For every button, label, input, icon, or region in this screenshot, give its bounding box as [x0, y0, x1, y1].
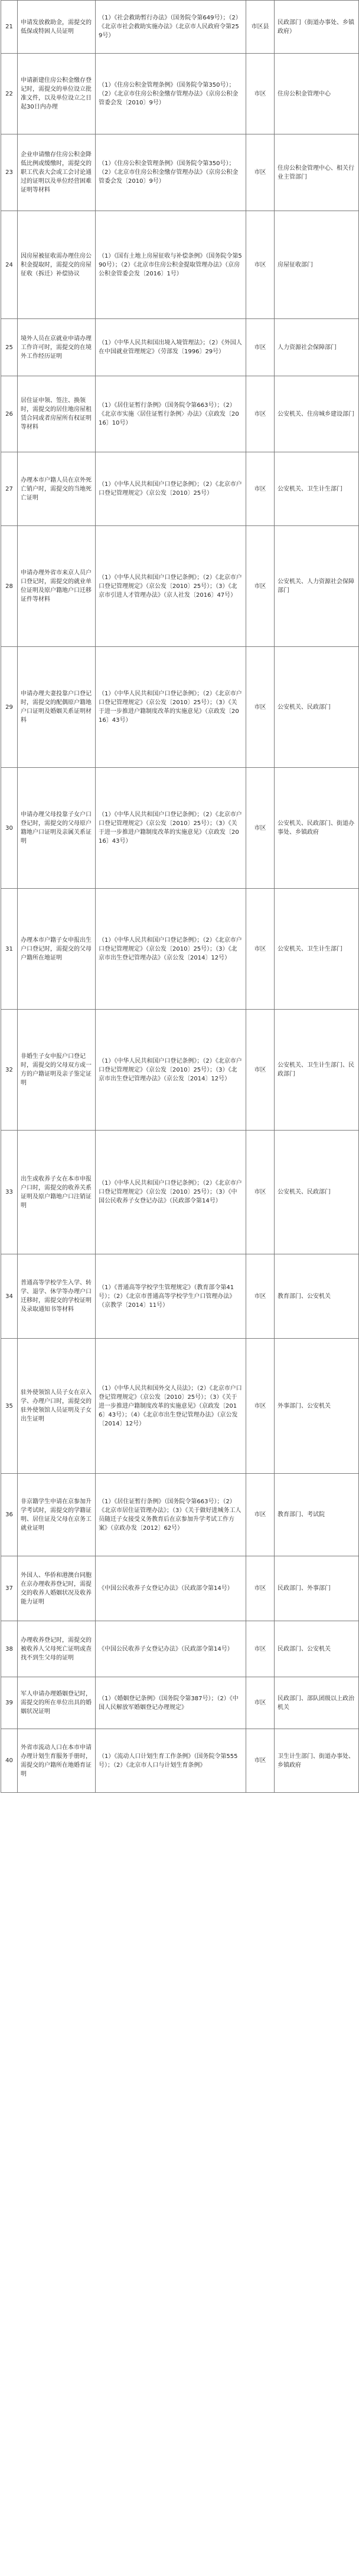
item-description: 办理本市户籍子女申报出生户口登记时，需提交的父母户籍所在地证明 — [18, 889, 96, 1010]
legal-basis — [96, 1, 246, 54]
legal-basis-line: 《中国公民收养子女登记办法》（民政部令第14号） — [99, 1585, 233, 1592]
item-description: 非婚生子女申报户口登记时，需提交的父母双方或一方的户籍证明及亲子鉴定证明 — [18, 1010, 96, 1131]
legal-basis-line: （1）《中华人民共和国外交人员法》；（2）《北京市户口登记管理规定》（京公发〔2010〕25号）；（3）《关于进一步推进户籍制度改革的实施意见》（京政发〔2016〕43号）；（4）《北京市出生登记管理办法》（京公发〔2014〕12号） — [99, 1385, 242, 1427]
legal-basis-line: （1）《普通高等学校学生管理规定》（教育部令第41号）；（2）《北京市普通高等学校学生户口管理办法》（京教学〔2014〕11号） — [99, 1284, 236, 1309]
item-description: 申请新建住房公积金缴存登记时，需提交的单位设立批准文件，以及单位设立之日起30日内办理 — [18, 54, 96, 134]
table-row — [1, 54, 359, 134]
legal-basis — [96, 211, 246, 319]
row-number: 24 — [1, 211, 18, 319]
responsible-department: 卫生计生部门、街道办事处、乡镇政府 — [275, 1729, 359, 1793]
government-level: 市区县 — [246, 1, 275, 54]
government-level: 市区 — [246, 134, 275, 211]
row-number: 21 — [1, 1, 18, 54]
legal-basis — [96, 134, 246, 211]
legal-basis — [96, 768, 246, 889]
row-number: 37 — [1, 1556, 18, 1621]
legal-basis-line: （1）《中华人民共和国户口登记条例》；（2）《北京市户口登记管理规定》（京公发〔2010〕25号）；（3）《北京市出生登记管理办法》（京公发〔2014〕12号） — [99, 937, 242, 961]
table-row — [1, 376, 359, 452]
government-level: 市区 — [246, 1621, 275, 1677]
responsible-department: 房屋征收部门 — [275, 211, 359, 319]
legal-basis — [96, 1010, 246, 1131]
legal-basis-line: （1）《流动人口计划生育工作条例》（国务院令第555号）；（2）《北京市人口与计划生育条例》 — [99, 1753, 238, 1769]
legal-basis-line: （1）《中华人民共和国户口登记条例》；（2）《北京市户口登记管理规定》（京公发〔2010〕25号）；（3）《北京市引进人才管理办法》（京人社发〔2016〕47号） — [99, 574, 242, 599]
legal-basis — [96, 452, 246, 526]
table-row — [1, 1677, 359, 1729]
item-description: 军人申请办理婚姻登记时，需提交的所在单位出具的婚姻状况证明 — [18, 1677, 96, 1729]
table-body — [1, 1, 359, 1793]
government-level: 市区 — [246, 1010, 275, 1131]
table-row — [1, 1131, 359, 1254]
row-number: 27 — [1, 452, 18, 526]
item-description: 境外人员在京就业申请办理工作许可时，需提交的在境外工作经历证明 — [18, 319, 96, 376]
government-level: 市区 — [246, 1677, 275, 1729]
table-row — [1, 1729, 359, 1793]
responsible-department: 教育部门、公安机关 — [275, 1254, 359, 1339]
government-level: 市区 — [246, 889, 275, 1010]
legal-basis — [96, 1677, 246, 1729]
table-row — [1, 134, 359, 211]
government-level: 市区 — [246, 647, 275, 768]
row-number: 38 — [1, 1621, 18, 1677]
item-description: 出生或收养子女在本市申报户口时，需提交的收养关系证明及原户籍地户口注销证明 — [18, 1131, 96, 1254]
table-row — [1, 889, 359, 1010]
legal-basis-line: （1）《中华人民共和国户口登记条例》；（2）《北京市户口登记管理规定》（京公发〔2010〕25号）；（3）《关于进一步推进户籍制度改革的实施意见》（京政发〔2016〕43号） — [99, 691, 242, 724]
legal-basis — [96, 1621, 246, 1677]
legal-basis-line: （1）《居住证暂行条例》（国务院令第663号）；（2）《北京市实施〈居住证暂行条例〉办法》（京政发〔2016〕10号） — [99, 402, 239, 426]
item-description: 外国人、华侨和港澳台同胞在京办理收养登记时，需提交的收养人婚姻状况及收养能力证明 — [18, 1556, 96, 1621]
row-number: 34 — [1, 1254, 18, 1339]
item-description: 企业申请缴存住房公积金降低比例或缓缴时，需提交的职工代表大会或工会讨论通过的证明以及单位经营困难证明等材料 — [18, 134, 96, 211]
responsible-department: 公安机关、住房城乡建设部门 — [275, 376, 359, 452]
legal-basis-line: （1）《中华人民共和国户口登记条例》；（2）《北京市户口登记管理规定》（京公发〔2010〕25号）；（3）《中国公民收养子女登记办法》（民政部令第14号） — [99, 1180, 242, 1204]
government-level: 市区 — [246, 54, 275, 134]
item-description: 非京籍学生申请在京参加升学考试时，需提交的学籍证明、居住证及父母在京务工就业证明 — [18, 1474, 96, 1556]
legal-basis-line: （1）《住房公积金管理条例》（国务院令第350号）；（2）《北京市住房公积金缴存管理办法》（京房公积金管委会发〔2010〕9号） — [99, 81, 239, 106]
responsible-department: 民政部门、外事部门 — [275, 1556, 359, 1621]
row-number: 31 — [1, 889, 18, 1010]
table-row — [1, 768, 359, 889]
responsible-department: 民政部门、公安机关 — [275, 1621, 359, 1677]
table-row — [1, 1010, 359, 1131]
table-row — [1, 319, 359, 376]
legal-basis-line: （1）《居住证暂行条例》（国务院令第663号）；（2）《北京市居住证管理办法》；（3）《关于做好进城务工人员随迁子女接受义务教育后在京参加升学考试工作方案》（京政办发〔2012〕62号） — [99, 1498, 241, 1532]
government-level: 市区 — [246, 376, 275, 452]
government-level: 市区 — [246, 768, 275, 889]
responsible-department: 住房公积金管理中心、相关行业主管部门 — [275, 134, 359, 211]
government-level: 市区 — [246, 319, 275, 376]
item-description: 申请发放救助金，需提交的低保或特困人员证明 — [18, 1, 96, 54]
legal-basis — [96, 54, 246, 134]
item-description: 申请办理外省市来京人员户口登记时，需提交的就业单位证明及原户籍地户口迁移证件等材料 — [18, 526, 96, 647]
row-number: 32 — [1, 1010, 18, 1131]
responsible-department: 公安机关、民政部门 — [275, 647, 359, 768]
legal-basis — [96, 889, 246, 1010]
legal-basis-line: 《中国公民收养子女登记办法》（民政部令第14号） — [99, 1645, 233, 1652]
table-row — [1, 1254, 359, 1339]
legal-basis — [96, 1339, 246, 1474]
legal-basis-line: （1）《中华人民共和国户口登记条例》；（2）《北京市户口登记管理规定》（京公发〔2010〕25号）；（3）《北京市出生登记管理办法》（京公发〔2014〕12号） — [99, 1057, 242, 1082]
row-number: 25 — [1, 319, 18, 376]
table-row — [1, 452, 359, 526]
legal-basis-line: （1）《婚姻登记条例》（国务院令第387号）；（2）《中国人民解放军婚姻登记办理规定》 — [99, 1695, 239, 1711]
row-number: 23 — [1, 134, 18, 211]
item-description: 居住证申领、签注、换领时，需提交的居住地房屋租赁合同或者房屋所有权证明等材料 — [18, 376, 96, 452]
responsible-department: 民政部门、部队团级以上政治机关 — [275, 1677, 359, 1729]
row-number: 40 — [1, 1729, 18, 1793]
legal-basis — [96, 647, 246, 768]
item-description: 外省市流动人口在本市申请办理计划生育服务手册时，需提交的户籍所在地婚育证明 — [18, 1729, 96, 1793]
legal-basis-line: （1）《中华人民共和国户口登记条例》；（2）《北京市户口登记管理规定》（京公发〔2010〕25号） — [99, 481, 242, 497]
responsible-department: 民政部门（街道办事处、乡镇政府） — [275, 1, 359, 54]
government-level: 市区 — [246, 1131, 275, 1254]
government-level: 市区 — [246, 1729, 275, 1793]
responsible-department: 公安机关、民政部门、街道办事处、乡镇政府 — [275, 768, 359, 889]
legal-basis-line: （1）《社会救助暂行办法》（国务院令第649号）；（2）《北京市社会救助实施办法》（北京市人民政府令第259号） — [99, 15, 241, 39]
government-level: 市区 — [246, 1339, 275, 1474]
responsible-department: 人力资源社会保障部门 — [275, 319, 359, 376]
legal-basis-line: （1）《住房公积金管理条例》（国务院令第350号）；（2）《北京市住房公积金缴存管理办法》（京房公积金管委会发〔2010〕9号） — [99, 160, 239, 185]
table-row — [1, 1621, 359, 1677]
row-number: 39 — [1, 1677, 18, 1729]
table-row — [1, 647, 359, 768]
legal-basis — [96, 1254, 246, 1339]
legal-basis — [96, 1556, 246, 1621]
row-number: 33 — [1, 1131, 18, 1254]
item-description: 申请办理父母投靠子女户口登记时，需提交的父母原户籍地户口证明及亲属关系证明 — [18, 768, 96, 889]
government-level: 市区 — [246, 1556, 275, 1621]
responsible-department: 教育部门、考试院 — [275, 1474, 359, 1556]
responsible-department: 公安机关、卫生计生部门、民政部门 — [275, 1010, 359, 1131]
government-level: 市区 — [246, 1474, 275, 1556]
legal-basis-line: （1）《国有土地上房屋征收与补偿条例》（国务院令第590号）；（2）《北京市住房公积金提取管理办法》（京房公积金管委会发〔2016〕1号） — [99, 252, 242, 277]
item-description: 办理收养登记时，需提交的被收养人父母死亡证明或查找不到生父母的证明 — [18, 1621, 96, 1677]
responsible-department: 外事部门、公安机关 — [275, 1339, 359, 1474]
government-level: 市区 — [246, 211, 275, 319]
item-description: 申请办理夫妻投靠户口登记时，需提交的配偶原户籍地户口证明及婚姻关系证明材料 — [18, 647, 96, 768]
legal-basis — [96, 376, 246, 452]
legal-basis — [96, 319, 246, 376]
legal-basis-line: （1）《中华人民共和国出境入境管理法》；（2）《外国人在中国就业管理规定》（劳部发〔1996〕29号） — [99, 340, 242, 355]
legal-basis — [96, 526, 246, 647]
legal-basis-line: （1）《中华人民共和国户口登记条例》；（2）《北京市户口登记管理规定》（京公发〔2010〕25号）；（3）《关于进一步推进户籍制度改革的实施意见》（京政发〔2016〕43号） — [99, 811, 242, 845]
row-number: 26 — [1, 376, 18, 452]
item-description: 驻外使领馆人员子女在京入学、办理户口时，需提交的驻外使领馆人员证明及子女出生证明 — [18, 1339, 96, 1474]
responsible-department: 公安机关、卫生计生部门 — [275, 452, 359, 526]
table-row — [1, 1474, 359, 1556]
row-number: 36 — [1, 1474, 18, 1556]
legal-basis — [96, 1729, 246, 1793]
row-number: 22 — [1, 54, 18, 134]
responsible-department: 公安机关、民政部门 — [275, 1131, 359, 1254]
government-level: 市区 — [246, 452, 275, 526]
table-row — [1, 1, 359, 54]
responsible-department: 公安机关、卫生计生部门 — [275, 889, 359, 1010]
row-number: 28 — [1, 526, 18, 647]
row-number: 35 — [1, 1339, 18, 1474]
responsible-department: 住房公积金管理中心 — [275, 54, 359, 134]
row-number: 29 — [1, 647, 18, 768]
table-row — [1, 526, 359, 647]
table-row — [1, 1339, 359, 1474]
government-level: 市区 — [246, 526, 275, 647]
table-row — [1, 211, 359, 319]
certificate-list-table — [1, 0, 359, 1793]
item-description: 普通高等学校学生入学、转学、退学、休学等办理户口迁移时，需提交的学校证明及录取通知书等材料 — [18, 1254, 96, 1339]
document-table-wrapper — [1, 0, 358, 1793]
item-description: 办理本市户籍人员在京外死亡销户时，需提交的当地死亡证明 — [18, 452, 96, 526]
responsible-department: 公安机关、人力资源社会保障部门 — [275, 526, 359, 647]
legal-basis — [96, 1474, 246, 1556]
table-row — [1, 1556, 359, 1621]
item-description: 因房屋被征收需办理住房公积金提取时，需提交的房屋征收（拆迁）补偿协议 — [18, 211, 96, 319]
government-level: 市区 — [246, 1254, 275, 1339]
legal-basis — [96, 1131, 246, 1254]
row-number: 30 — [1, 768, 18, 889]
